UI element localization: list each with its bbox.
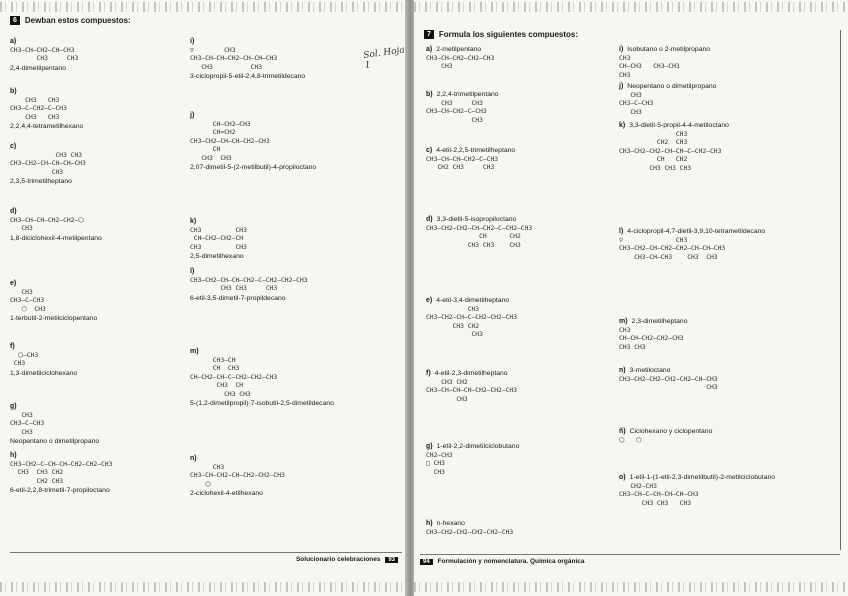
item-label: c) <box>10 143 17 150</box>
item-label: l) <box>190 268 195 275</box>
section-number: 6 <box>10 16 20 25</box>
left-compound-item <box>10 452 185 496</box>
item-label: g) <box>10 403 17 410</box>
scan-noise-top-right <box>414 2 848 12</box>
item-heading <box>619 318 827 327</box>
left-footer-page: 93 <box>385 557 398 563</box>
compound-name: 5-(1,2-dimetilpropil)-7-isobutil-2,5-dimetildecano <box>190 400 334 407</box>
item-heading <box>619 228 827 237</box>
right-compound-item <box>426 297 634 340</box>
item-label: k) <box>619 122 626 129</box>
section-number: 7 <box>424 30 434 39</box>
compound-name: 2,2,4-trimetilpentano <box>436 91 499 98</box>
right-compound-item <box>619 318 827 352</box>
structural-formula: CH3 CH3 CH3—CH2—CH—CH—CH—CH3 CH3 <box>10 151 86 176</box>
structural-formula: CH3 CH2 CH3—CH—CH—CH—CH2—CH2—CH3 CH3 <box>426 378 517 403</box>
compound-name: 3-metiloctano <box>629 367 671 374</box>
compound-name: 2,5-dimetilhexano <box>190 253 244 260</box>
right-page <box>414 0 848 596</box>
right-compound-item <box>426 46 634 72</box>
footer-rule <box>10 552 402 553</box>
right-compound-item <box>619 474 827 508</box>
structural-formula: ⬡ ⬠ <box>619 436 642 444</box>
item-heading <box>426 443 634 452</box>
compound-name: 1-etil-1-(1-etil-2,3-dimetilbutil)-2-metilciclobutano <box>629 474 776 481</box>
left-compound-item <box>190 348 365 409</box>
left-compound-item <box>10 280 185 324</box>
item-label: i) <box>190 38 195 45</box>
right-compound-item <box>619 428 827 445</box>
section-header-6 <box>10 16 131 25</box>
structural-formula: CH2—CH3 □ CH3 CH3 <box>426 451 453 476</box>
structural-formula: CH3 CH3—CH—CH2—CH—CH2—CH2—CH3 ⬡ <box>190 463 285 488</box>
item-label: c) <box>426 147 433 154</box>
compound-name: 3,3-dietil-5-isopropiloctano <box>436 216 517 223</box>
right-compound-item <box>619 83 827 117</box>
right-compound-item <box>426 216 634 250</box>
left-compound-item <box>10 38 185 73</box>
structural-formula: CH3 CH2 CH3 CH3—CH2—CH2—CH—CH—C—CH2—CH3 CH CH2 CH3 CH3 CH3 <box>619 130 722 172</box>
structural-formula: CH—CH2—CH3 CH=CH2 CH3—CH2—CH—CH—CH2—CH3 CH CH3 CH3 <box>190 120 270 162</box>
structural-formula: ⬡—CH3 CH3 <box>13 351 39 367</box>
item-heading <box>426 216 634 225</box>
item-label: k) <box>190 218 197 225</box>
compound-name: 1,8-diciclohexil-4-metilpentano <box>10 234 102 242</box>
compound-name: Isobutano o 2-metilpropano <box>627 46 711 53</box>
item-label: h) <box>426 520 433 527</box>
structural-formula: CH3—CH—CH2—CH2—CH3 CH3 <box>426 54 495 70</box>
structural-formula: CH3—CH2—CH—CH—CH2—C—CH2—CH2—CH3 CH3 CH3 CH3 <box>190 276 308 292</box>
compound-name: 2,2,4,4-tetrametilhexano <box>10 123 84 130</box>
structural-formula: CH3—CH2—CH2—CH2—CH2—CH—CH3 CH3 <box>619 375 718 391</box>
left-compound-item <box>190 455 365 499</box>
scan-noise-top <box>0 2 408 12</box>
item-heading <box>426 370 634 379</box>
section-title: Dewban estos compuestos: <box>24 16 131 25</box>
compound-name: 2-ciclohexil-4-etilhexano <box>190 490 263 497</box>
left-compound-item <box>190 112 365 173</box>
structural-formula: CH3 CH3—C—CH3 CH3 <box>10 411 45 436</box>
right-footer <box>420 558 585 565</box>
structural-formula: CH3 CH3—CH2—CH—C—CH2—CH2—CH3 CH3 CH2 CH3 <box>426 305 517 338</box>
left-compound-item <box>10 88 185 132</box>
structural-formula: CH3—CH—CH2—CH—CH3 CH3 CH3 <box>10 46 79 62</box>
item-label: ñ) <box>619 428 626 435</box>
item-label: e) <box>10 280 17 287</box>
handwritten-note: Sol. Hoja 1 <box>362 45 406 71</box>
right-compound-item <box>426 91 634 125</box>
left-compound-item <box>10 143 185 187</box>
item-heading <box>619 367 827 376</box>
compound-name: 2,07-dimetil-5-(2-metilbutil)-4-propiloctano <box>190 164 317 171</box>
item-heading <box>619 83 827 92</box>
item-heading <box>619 428 827 437</box>
left-compound-item <box>190 218 365 262</box>
item-heading <box>619 122 827 131</box>
margin-line <box>840 30 841 550</box>
item-heading <box>619 474 827 483</box>
item-label: o) <box>619 474 626 481</box>
right-compound-item <box>619 228 827 262</box>
item-label: d) <box>10 208 17 215</box>
compound-name: 2-metilpentano <box>436 46 482 53</box>
structural-formula: CH3 CH3—C—CH3 ⬠ CH3 <box>10 288 46 313</box>
item-heading <box>426 520 634 529</box>
left-footer <box>296 556 398 563</box>
item-heading <box>619 46 827 55</box>
item-label: f) <box>426 370 431 377</box>
item-label: b) <box>426 91 433 98</box>
scan-noise-bottom-right <box>414 582 848 592</box>
item-label: e) <box>426 297 433 304</box>
left-compound-item <box>190 268 365 303</box>
right-compound-item <box>619 367 827 393</box>
left-page <box>0 0 408 596</box>
section-title: Formula los siguientes compuestos: <box>438 30 579 39</box>
right-compound-item <box>619 46 827 80</box>
right-compound-item <box>426 370 634 404</box>
left-compound-item <box>10 343 185 378</box>
section-header-7 <box>424 30 578 39</box>
left-compound-item <box>10 208 185 243</box>
compound-name: 2,3-dimetilheptano <box>631 318 688 325</box>
structural-formula: CH3—CH2—CH2—CH—CH2—C—CH2—CH3 CH CH2 CH3 CH3 CH3 <box>426 224 533 249</box>
structural-formula: CH2—CH3 CH3—CH—C—CH—CH—CH—CH3 CH3 CH3 CH3 <box>619 482 699 507</box>
item-heading <box>426 91 634 100</box>
compound-name: 4-etil-2,3-dimetilheptano <box>434 370 508 377</box>
structural-formula: CH3 CH3 CH3—CH—CH2—C—CH3 CH3 <box>426 99 487 124</box>
compound-name: n-hexano <box>436 520 465 527</box>
item-heading <box>426 46 634 55</box>
compound-name: 1,3-dimetilciclohexano <box>10 369 78 377</box>
compound-name: 4-etil-3,4-dimetilheptano <box>436 297 510 304</box>
item-label: n) <box>619 367 626 374</box>
compound-name: 2,4-dimetilpentano <box>10 64 66 72</box>
structural-formula: CH3 CH3 CH—CH2—CH2—CH CH3 CH3 <box>190 226 247 251</box>
right-footer-page: 94 <box>420 559 433 565</box>
item-label: g) <box>426 443 433 450</box>
structural-formula: CH3—CH—CH—CH2—C—CH3 CH2 CH3 CH3 <box>426 155 499 171</box>
structural-formula: CH3 CH—CH—CH2—CH2—CH3 CH3 CH3 <box>619 326 684 351</box>
item-label: a) <box>426 46 433 53</box>
compound-name: Neopentano o dimetilpropano <box>10 438 100 445</box>
compound-name: 4-ciclopropil-4,7-dietil-3,9,10-tetrametildecano <box>627 228 766 235</box>
compound-name: 4-etil-2,2,5-trimetilheptano <box>436 147 516 154</box>
compound-name: 3,3-dietil-5-propil-4-4-metiloctano <box>629 122 729 129</box>
item-label: m) <box>619 318 628 325</box>
structural-formula: ▽ CH3 CH3—CH2—CH—CH2—CH2—CH—CH—CH3 CH3—CH—CH3 CH3 CH3 <box>619 236 726 261</box>
left-compound-item <box>10 403 185 447</box>
right-compound-item <box>426 520 634 537</box>
structural-formula: CH3—CH CH CH3 CH—CH2—CH—C—CH2—CH2—CH3 CH3 CH CH3 CH3 <box>190 356 278 398</box>
structural-formula: CH3—CH—CH—CH2—CH2—⬡ CH3 <box>10 216 84 232</box>
compound-name: 2,3,5-trimetilheptano <box>10 178 72 185</box>
item-label: n) <box>190 455 197 462</box>
item-label: b) <box>10 88 17 95</box>
item-label: j) <box>619 83 624 90</box>
item-heading <box>426 147 634 156</box>
item-label: i) <box>619 46 624 53</box>
item-heading <box>426 297 634 306</box>
item-label: m) <box>190 348 199 355</box>
compound-name: 6-etil-3,5-dimetil-7-propildecano <box>190 294 286 302</box>
item-label: d) <box>426 216 433 223</box>
item-label: a) <box>10 38 17 45</box>
item-label: h) <box>10 452 17 459</box>
structural-formula: CH3—CH2—C—CH—CH—CH2—CH2—CH3 CH3 CH3 CH2 CH2 CH3 <box>10 460 113 485</box>
structural-formula: CH3 CH3 CH3—C—CH2—C—CH3 CH3 CH3 <box>10 96 67 121</box>
structural-formula: CH3 CH—CH3 CH3—CH3 CH3 <box>619 54 680 79</box>
footer-rule-right <box>420 554 840 555</box>
right-footer-text: Formulación y nomenclatura. Química orgánica <box>437 558 585 565</box>
scan-noise-bottom <box>0 582 408 592</box>
structural-formula: CH3—CH2—CH2—CH2—CH2—CH3 <box>426 528 514 536</box>
compound-name: 1-terbutil-2-metilciclopentano <box>10 315 98 322</box>
compound-name: Ciclohexano y ciclopentano <box>629 428 713 435</box>
left-footer-text: Solucionario celebraciones <box>295 556 381 563</box>
right-compound-item <box>619 122 827 173</box>
item-label: f) <box>10 343 15 350</box>
right-compound-item <box>426 147 634 173</box>
compound-name: 6-etil-2,2,8-trimetil-7-propiloctano <box>10 487 110 494</box>
compound-name: Neopentano o dimetilpropano <box>627 83 717 90</box>
item-label: l) <box>619 228 624 235</box>
item-label: j) <box>190 112 195 119</box>
structural-formula: ▽ CH3 CH3—CH—CH—CH2—CH—CH—CH3 CH3 CH3 <box>190 46 278 71</box>
right-compound-item <box>426 443 634 477</box>
structural-formula: CH3 CH3—C—CH3 CH3 <box>619 91 654 116</box>
compound-name: 1-etil-2,2-dimetilciclobutano <box>436 443 520 450</box>
compound-name: 3-ciclopropil-5-etil-2,4,8-trimetildecano <box>190 73 306 80</box>
left-compound-item <box>190 38 365 82</box>
